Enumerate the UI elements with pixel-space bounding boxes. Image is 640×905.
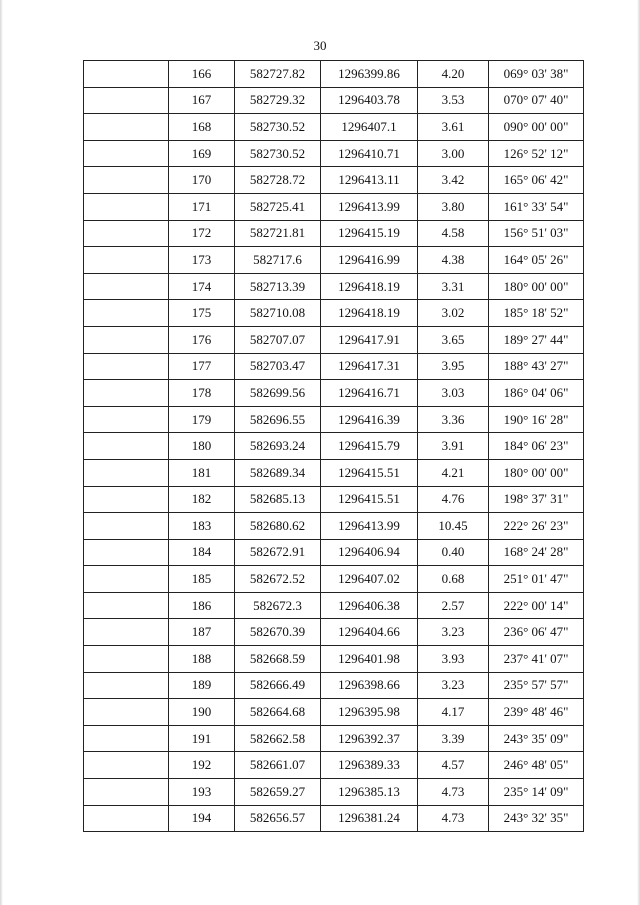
- point-number-cell: 177: [169, 353, 235, 380]
- label-cell: [84, 513, 169, 540]
- label-cell: [84, 619, 169, 646]
- x-coordinate-cell: 582707.07: [235, 326, 321, 353]
- distance-cell: 3.39: [418, 725, 489, 752]
- table-row: [84, 486, 584, 513]
- y-coordinate-cell: 1296406.94: [321, 539, 418, 566]
- bearing-cell: 156° 51' 03": [489, 220, 584, 247]
- bearing-cell: 190° 16' 28": [489, 406, 584, 433]
- label-cell: [84, 539, 169, 566]
- y-coordinate-cell: 1296415.19: [321, 220, 418, 247]
- distance-cell: 4.57: [418, 752, 489, 779]
- y-coordinate-cell: 1296404.66: [321, 619, 418, 646]
- distance-cell: 4.38: [418, 247, 489, 274]
- x-coordinate-cell: 582728.72: [235, 167, 321, 194]
- y-coordinate-cell: 1296413.99: [321, 193, 418, 220]
- distance-cell: 4.17: [418, 699, 489, 726]
- label-cell: [84, 300, 169, 327]
- label-cell: [84, 326, 169, 353]
- bearing-cell: 235° 14' 09": [489, 779, 584, 806]
- label-cell: [84, 380, 169, 407]
- x-coordinate-cell: 582699.56: [235, 380, 321, 407]
- bearing-cell: 164° 05' 26": [489, 247, 584, 274]
- distance-cell: 4.20: [418, 61, 489, 88]
- bearing-cell: 243° 32' 35": [489, 805, 584, 832]
- table-row: [84, 646, 584, 673]
- label-cell: [84, 114, 169, 141]
- table-row: [84, 193, 584, 220]
- label-cell: [84, 459, 169, 486]
- point-number-cell: 181: [169, 459, 235, 486]
- x-coordinate-cell: 582668.59: [235, 646, 321, 673]
- label-cell: [84, 193, 169, 220]
- table-row: [84, 220, 584, 247]
- distance-cell: 4.73: [418, 805, 489, 832]
- point-number-cell: 172: [169, 220, 235, 247]
- page-number: 30: [313, 38, 327, 53]
- table-row: [84, 353, 584, 380]
- bearing-cell: 235° 57' 57": [489, 672, 584, 699]
- x-coordinate-cell: 582713.39: [235, 273, 321, 300]
- distance-cell: 0.68: [418, 566, 489, 593]
- distance-cell: 10.45: [418, 513, 489, 540]
- label-cell: [84, 672, 169, 699]
- bearing-cell: 246° 48' 05": [489, 752, 584, 779]
- y-coordinate-cell: 1296392.37: [321, 725, 418, 752]
- bearing-cell: 168° 24' 28": [489, 539, 584, 566]
- x-coordinate-cell: 582662.58: [235, 725, 321, 752]
- point-number-cell: 170: [169, 167, 235, 194]
- bearing-cell: 251° 01' 47": [489, 566, 584, 593]
- table-row: [84, 539, 584, 566]
- label-cell: [84, 220, 169, 247]
- table-row: [84, 672, 584, 699]
- x-coordinate-cell: 582727.82: [235, 61, 321, 88]
- point-number-cell: 183: [169, 513, 235, 540]
- y-coordinate-cell: 1296418.19: [321, 273, 418, 300]
- y-coordinate-cell: 1296385.13: [321, 779, 418, 806]
- x-coordinate-cell: 582729.32: [235, 87, 321, 114]
- label-cell: [84, 486, 169, 513]
- point-number-cell: 184: [169, 539, 235, 566]
- point-number-cell: 167: [169, 87, 235, 114]
- table-row: [84, 300, 584, 327]
- x-coordinate-cell: 582725.41: [235, 193, 321, 220]
- y-coordinate-cell: 1296389.33: [321, 752, 418, 779]
- table-row: [84, 513, 584, 540]
- coordinates-table-body: [84, 61, 584, 832]
- distance-cell: 3.23: [418, 619, 489, 646]
- y-coordinate-cell: 1296413.99: [321, 513, 418, 540]
- bearing-cell: 180° 00' 00": [489, 459, 584, 486]
- label-cell: [84, 566, 169, 593]
- bearing-cell: 236° 06' 47": [489, 619, 584, 646]
- label-cell: [84, 167, 169, 194]
- point-number-cell: 178: [169, 380, 235, 407]
- y-coordinate-cell: 1296406.38: [321, 592, 418, 619]
- table-row: [84, 380, 584, 407]
- bearing-cell: 222° 00' 14": [489, 592, 584, 619]
- table-row: [84, 167, 584, 194]
- x-coordinate-cell: 582661.07: [235, 752, 321, 779]
- point-number-cell: 174: [169, 273, 235, 300]
- y-coordinate-cell: 1296415.51: [321, 486, 418, 513]
- table-row: [84, 140, 584, 167]
- scan-edge-left: [0, 0, 3, 905]
- distance-cell: 4.76: [418, 486, 489, 513]
- point-number-cell: 176: [169, 326, 235, 353]
- label-cell: [84, 779, 169, 806]
- y-coordinate-cell: 1296415.79: [321, 433, 418, 460]
- table-row: [84, 566, 584, 593]
- label-cell: [84, 353, 169, 380]
- bearing-cell: 165° 06' 42": [489, 167, 584, 194]
- bearing-cell: 090° 00' 00": [489, 114, 584, 141]
- distance-cell: 3.02: [418, 300, 489, 327]
- coordinates-table: [83, 60, 584, 832]
- x-coordinate-cell: 582717.6: [235, 247, 321, 274]
- point-number-cell: 175: [169, 300, 235, 327]
- bearing-cell: 239° 48' 46": [489, 699, 584, 726]
- table-row: [84, 326, 584, 353]
- distance-cell: 4.21: [418, 459, 489, 486]
- point-number-cell: 185: [169, 566, 235, 593]
- x-coordinate-cell: 582696.55: [235, 406, 321, 433]
- distance-cell: 3.65: [418, 326, 489, 353]
- label-cell: [84, 592, 169, 619]
- x-coordinate-cell: 582672.52: [235, 566, 321, 593]
- table-row: [84, 273, 584, 300]
- y-coordinate-cell: 1296401.98: [321, 646, 418, 673]
- y-coordinate-cell: 1296410.71: [321, 140, 418, 167]
- distance-cell: 3.91: [418, 433, 489, 460]
- distance-cell: 3.93: [418, 646, 489, 673]
- y-coordinate-cell: 1296416.99: [321, 247, 418, 274]
- y-coordinate-cell: 1296417.31: [321, 353, 418, 380]
- point-number-cell: 188: [169, 646, 235, 673]
- x-coordinate-cell: 582730.52: [235, 140, 321, 167]
- bearing-cell: 243° 35' 09": [489, 725, 584, 752]
- x-coordinate-cell: 582730.52: [235, 114, 321, 141]
- distance-cell: 3.42: [418, 167, 489, 194]
- label-cell: [84, 646, 169, 673]
- x-coordinate-cell: 582672.91: [235, 539, 321, 566]
- table-row: [84, 619, 584, 646]
- distance-cell: 4.58: [418, 220, 489, 247]
- distance-cell: 3.61: [418, 114, 489, 141]
- x-coordinate-cell: 582710.08: [235, 300, 321, 327]
- point-number-cell: 187: [169, 619, 235, 646]
- distance-cell: 4.73: [418, 779, 489, 806]
- label-cell: [84, 247, 169, 274]
- label-cell: [84, 140, 169, 167]
- distance-cell: 3.53: [418, 87, 489, 114]
- bearing-cell: 069° 03' 38": [489, 61, 584, 88]
- distance-cell: 3.80: [418, 193, 489, 220]
- bearing-cell: 237° 41' 07": [489, 646, 584, 673]
- label-cell: [84, 87, 169, 114]
- point-number-cell: 189: [169, 672, 235, 699]
- x-coordinate-cell: 582703.47: [235, 353, 321, 380]
- point-number-cell: 173: [169, 247, 235, 274]
- point-number-cell: 169: [169, 140, 235, 167]
- y-coordinate-cell: 1296381.24: [321, 805, 418, 832]
- y-coordinate-cell: 1296407.1: [321, 114, 418, 141]
- distance-cell: 2.57: [418, 592, 489, 619]
- label-cell: [84, 433, 169, 460]
- label-cell: [84, 805, 169, 832]
- table-row: [84, 592, 584, 619]
- point-number-cell: 179: [169, 406, 235, 433]
- table-row: [84, 433, 584, 460]
- y-coordinate-cell: 1296417.91: [321, 326, 418, 353]
- bearing-cell: 189° 27' 44": [489, 326, 584, 353]
- bearing-cell: 188° 43' 27": [489, 353, 584, 380]
- y-coordinate-cell: 1296407.02: [321, 566, 418, 593]
- distance-cell: 3.31: [418, 273, 489, 300]
- table-row: [84, 459, 584, 486]
- x-coordinate-cell: 582670.39: [235, 619, 321, 646]
- point-number-cell: 182: [169, 486, 235, 513]
- point-number-cell: 190: [169, 699, 235, 726]
- label-cell: [84, 752, 169, 779]
- bearing-cell: 198° 37' 31": [489, 486, 584, 513]
- y-coordinate-cell: 1296413.11: [321, 167, 418, 194]
- x-coordinate-cell: 582664.68: [235, 699, 321, 726]
- y-coordinate-cell: 1296416.39: [321, 406, 418, 433]
- x-coordinate-cell: 582680.62: [235, 513, 321, 540]
- x-coordinate-cell: 582656.57: [235, 805, 321, 832]
- point-number-cell: 191: [169, 725, 235, 752]
- table-row: [84, 752, 584, 779]
- distance-cell: 3.36: [418, 406, 489, 433]
- label-cell: [84, 61, 169, 88]
- point-number-cell: 180: [169, 433, 235, 460]
- point-number-cell: 194: [169, 805, 235, 832]
- table-row: [84, 61, 584, 88]
- y-coordinate-cell: 1296399.86: [321, 61, 418, 88]
- label-cell: [84, 725, 169, 752]
- x-coordinate-cell: 582672.3: [235, 592, 321, 619]
- distance-cell: 3.03: [418, 380, 489, 407]
- point-number-cell: 168: [169, 114, 235, 141]
- bearing-cell: 180° 00' 00": [489, 273, 584, 300]
- y-coordinate-cell: 1296415.51: [321, 459, 418, 486]
- bearing-cell: 222° 26' 23": [489, 513, 584, 540]
- x-coordinate-cell: 582666.49: [235, 672, 321, 699]
- point-number-cell: 171: [169, 193, 235, 220]
- bearing-cell: 184° 06' 23": [489, 433, 584, 460]
- table-row: [84, 247, 584, 274]
- table-row: [84, 699, 584, 726]
- distance-cell: 0.40: [418, 539, 489, 566]
- table-row: [84, 805, 584, 832]
- bearing-cell: 186° 04' 06": [489, 380, 584, 407]
- y-coordinate-cell: 1296403.78: [321, 87, 418, 114]
- bearing-cell: 161° 33' 54": [489, 193, 584, 220]
- y-coordinate-cell: 1296398.66: [321, 672, 418, 699]
- label-cell: [84, 273, 169, 300]
- distance-cell: 3.23: [418, 672, 489, 699]
- distance-cell: 3.95: [418, 353, 489, 380]
- label-cell: [84, 406, 169, 433]
- distance-cell: 3.00: [418, 140, 489, 167]
- table-row: [84, 779, 584, 806]
- x-coordinate-cell: 582721.81: [235, 220, 321, 247]
- point-number-cell: 192: [169, 752, 235, 779]
- x-coordinate-cell: 582689.34: [235, 459, 321, 486]
- y-coordinate-cell: 1296395.98: [321, 699, 418, 726]
- label-cell: [84, 699, 169, 726]
- x-coordinate-cell: 582659.27: [235, 779, 321, 806]
- x-coordinate-cell: 582693.24: [235, 433, 321, 460]
- y-coordinate-cell: 1296416.71: [321, 380, 418, 407]
- bearing-cell: 126° 52' 12": [489, 140, 584, 167]
- table-row: [84, 406, 584, 433]
- y-coordinate-cell: 1296418.19: [321, 300, 418, 327]
- bearing-cell: 070° 07' 40": [489, 87, 584, 114]
- point-number-cell: 193: [169, 779, 235, 806]
- point-number-cell: 186: [169, 592, 235, 619]
- point-number-cell: 166: [169, 61, 235, 88]
- table-row: [84, 87, 584, 114]
- bearing-cell: 185° 18' 52": [489, 300, 584, 327]
- x-coordinate-cell: 582685.13: [235, 486, 321, 513]
- table-row: [84, 114, 584, 141]
- table-row: [84, 725, 584, 752]
